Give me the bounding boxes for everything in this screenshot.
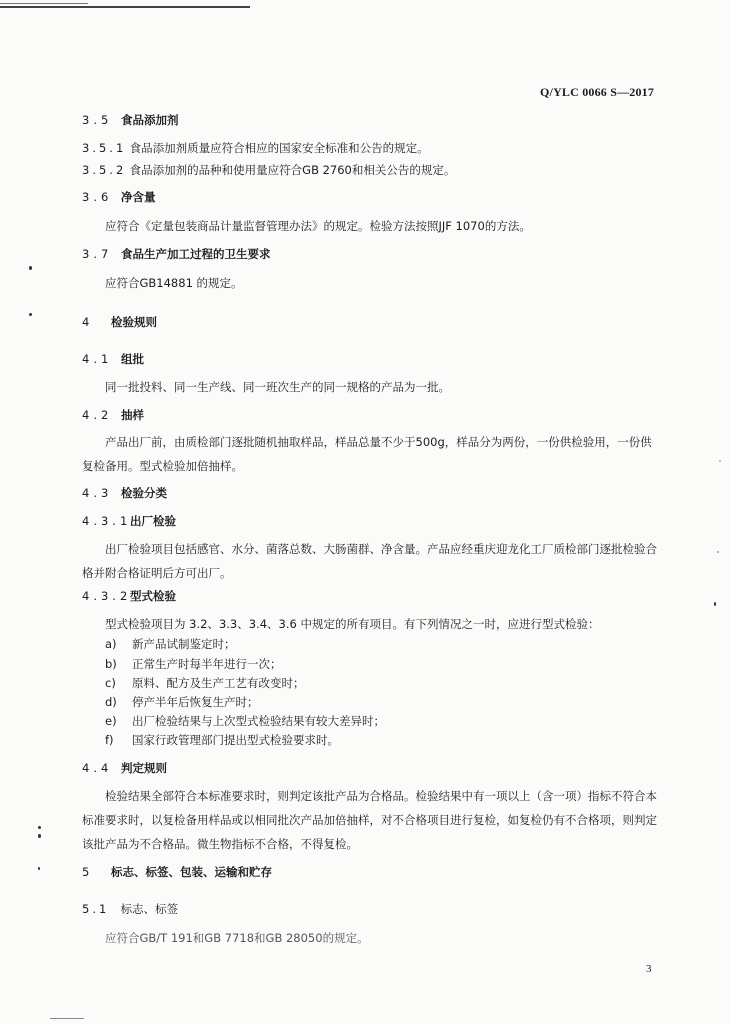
- section-3-7-body: 应符合GB14881 的规定。: [105, 276, 243, 290]
- scan-speck: [719, 460, 721, 462]
- list-item: [105, 713, 385, 729]
- section-title: 食品生产加工过程的卫生要求: [121, 247, 271, 261]
- section-4-3-1-heading: [82, 513, 176, 529]
- scan-speck: [38, 867, 40, 870]
- section-3-6-heading: [82, 189, 156, 205]
- section-title: 标志、标签: [120, 902, 179, 916]
- section-4-4-heading: [82, 760, 167, 776]
- section-number: 5: [82, 865, 94, 879]
- section-3-5-heading: [82, 112, 179, 128]
- section-4-2-body: 产品出厂前，由质检部门逐批随机抽取样品，样品总量不少于500g，样品分为两份，一份供检验用，一份供复检备用。型式检验加倍抽样。: [82, 435, 652, 473]
- list-item-label: a): [105, 637, 117, 651]
- section-title: 检验分类: [121, 486, 168, 500]
- scan-speck: [29, 266, 32, 270]
- list-item-text: 停产半年后恢复生产时；: [132, 695, 259, 709]
- list-item-text: 新产品试制鉴定时；: [132, 637, 236, 651]
- scan-speck: [717, 551, 719, 553]
- list-item-label: d): [105, 695, 117, 709]
- clause-text: 食品添加剂质量应符合相应的国家安全标准和公告的规定。: [129, 141, 429, 155]
- list-item-label: e): [105, 714, 117, 728]
- section-number: 5.1: [82, 902, 110, 916]
- section-number: 4.3.2: [82, 589, 132, 603]
- scan-speck: [38, 834, 41, 838]
- section-title: 标志、标签、包装、运输和贮存: [111, 865, 273, 879]
- section-4-4-body: 检验结果全部符合本标准要求时，则判定该批产品为合格品。检验结果中有一项以上（含一项）指标不符合本标准要求时，以复检备用样品或以相同批次产品加倍抽样，对不合格项目进行复检，如复检仍有不合格项，则判定该批产品为不合格品。微生物指标不合格，不得复检。: [82, 789, 657, 851]
- section-title: 检验规则: [111, 315, 158, 329]
- section-4-3-heading: [82, 485, 167, 501]
- section-4-1-body: 同一批投料、同一生产线、同一班次生产的同一规格的产品为一批。: [105, 380, 450, 394]
- list-item: [105, 656, 282, 672]
- bottom-rule: [50, 1018, 84, 1019]
- list-item-text: 国家行政管理部门提出型式检验要求时。: [132, 733, 339, 747]
- clause-number: 3.5.2: [82, 163, 127, 177]
- scan-speck: [714, 602, 716, 606]
- section-4-1-heading: [82, 351, 144, 367]
- clause-number: 3.5.1: [82, 141, 127, 155]
- section-title: 抽样: [121, 408, 145, 422]
- list-item: [105, 732, 339, 748]
- section-5-1-body: 应符合GB/T 191和GB 7718和GB 28050的规定。: [105, 931, 369, 945]
- section-number: 3.7: [82, 247, 113, 261]
- section-number: 4.3: [82, 486, 113, 500]
- page-number: 3: [646, 963, 652, 975]
- section-title: 判定规则: [121, 761, 168, 775]
- list-item-label: c): [105, 676, 116, 690]
- list-item-label: b): [105, 657, 117, 671]
- section-4-3-1-body: 出厂检验项目包括感官、水分、菌落总数、大肠菌群、净含量。产品应经重庆迎龙化工厂质检部门逐批检验合格并附合格证明后方可出厂。: [82, 542, 657, 580]
- section-number: 4.2: [82, 408, 113, 422]
- section-title: 食品添加剂: [121, 113, 179, 127]
- scan-speck: [29, 313, 32, 316]
- section-3-6-body: 应符合《定量包装商品计量监督管理办法》的规定。检验方法按照JJF 1070的方法。: [105, 219, 531, 233]
- section-number: 4.1: [82, 352, 113, 366]
- top-rule: [0, 6, 250, 8]
- list-item-text: 出厂检验结果与上次型式检验结果有较大差异时；: [132, 714, 385, 728]
- section-title: 出厂检验: [130, 514, 177, 528]
- section-number: 4: [82, 315, 94, 329]
- section-4-3-2-heading: [82, 588, 176, 604]
- section-number: 3.5: [82, 113, 113, 127]
- section-4-heading: [82, 314, 157, 330]
- top-rule-thin: [0, 3, 88, 4]
- section-title: 组批: [121, 352, 145, 366]
- document-code: Q/YLC 0066 S—2017: [540, 85, 655, 99]
- section-5-heading: [82, 864, 272, 880]
- section-number: 4.3.1: [82, 514, 132, 528]
- section-3-7-heading: [82, 246, 271, 262]
- list-item: [105, 694, 259, 710]
- clause-text: 食品添加剂的品种和使用量应符合GB 2760和相关公告的规定。: [129, 163, 456, 177]
- section-title: 净含量: [121, 190, 156, 204]
- scan-speck: [38, 826, 41, 829]
- list-item-text: 原料、配方及生产工艺有改变时；: [132, 676, 305, 690]
- section-5-1-heading: [82, 901, 178, 917]
- list-item: [105, 636, 236, 652]
- section-title: 型式检验: [130, 589, 177, 603]
- clause-3-5-2: [82, 162, 455, 178]
- section-4-2-heading: [82, 407, 144, 423]
- section-number: 3.6: [82, 190, 113, 204]
- list-item: [105, 675, 305, 691]
- section-4-3-2-body: 型式检验项目为 3.2、3.3、3.4、3.6 中规定的所有项目。有下列情况之一时，应进行型式检验：: [105, 617, 600, 631]
- list-item-text: 正常生产时每半年进行一次；: [132, 657, 282, 671]
- list-item-label: f): [105, 733, 114, 747]
- section-number: 4.4: [82, 761, 113, 775]
- clause-3-5-1: [82, 140, 429, 156]
